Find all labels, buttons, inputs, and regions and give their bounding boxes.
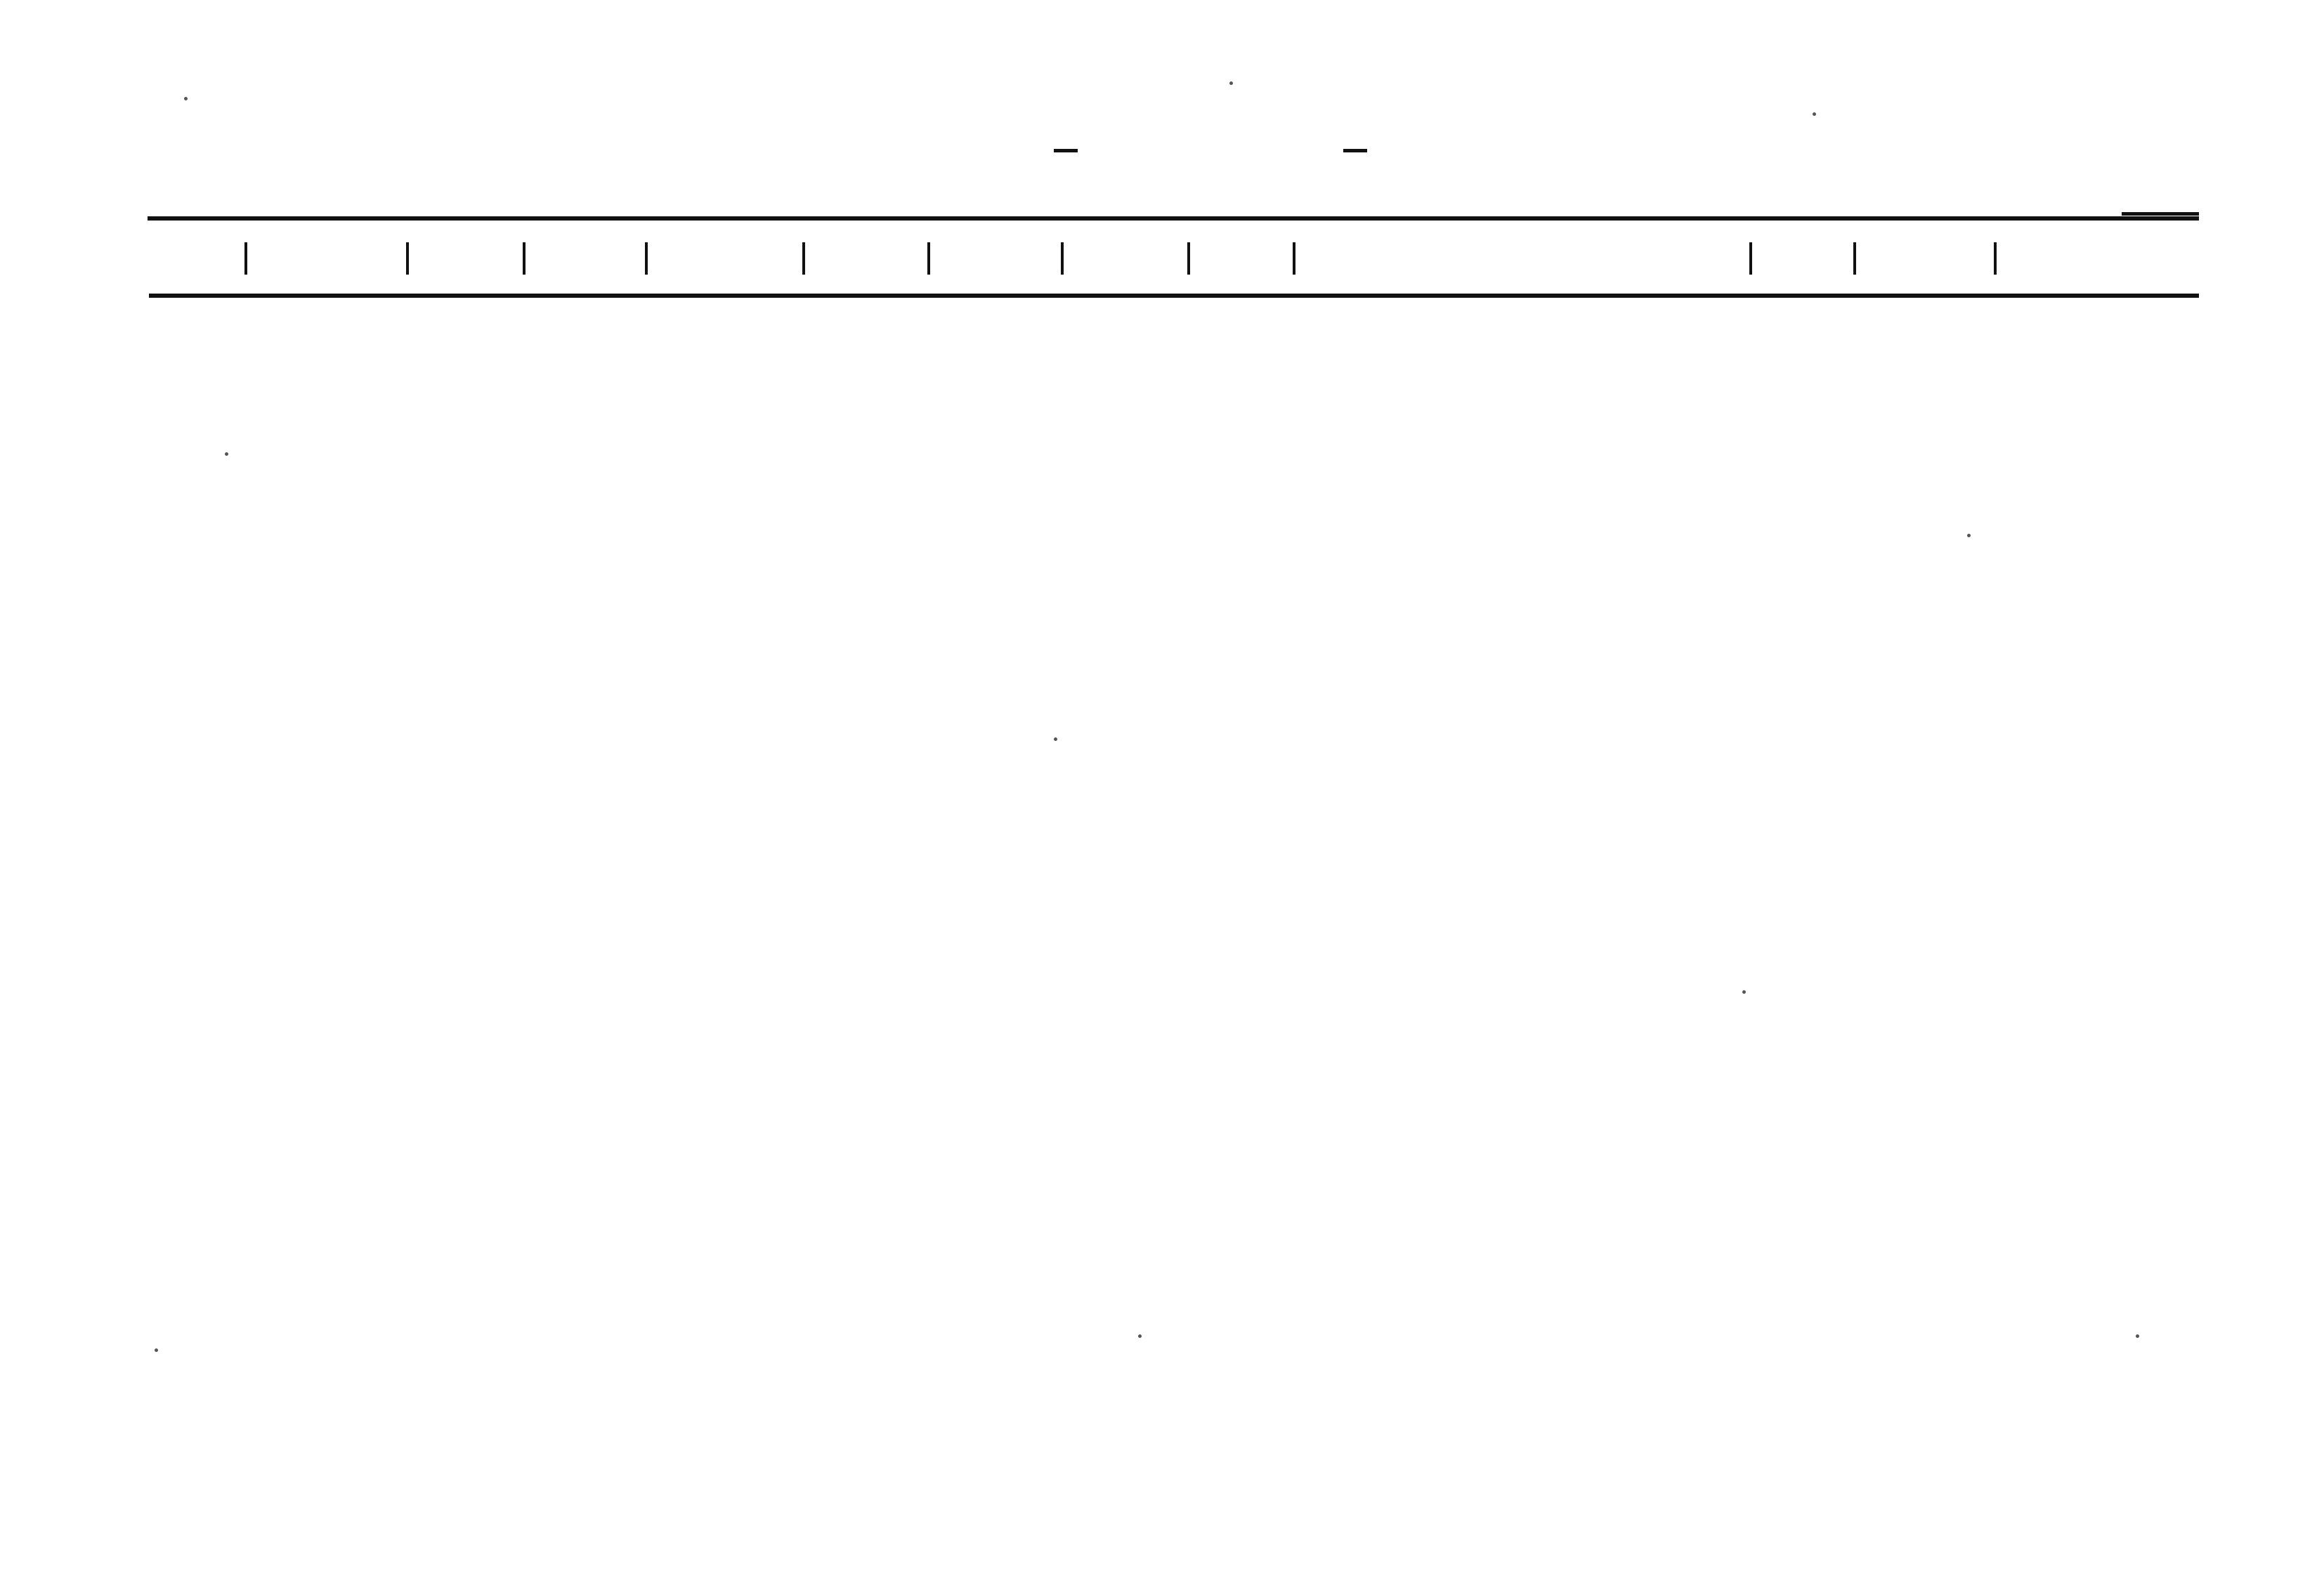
column-separator (802, 242, 805, 275)
scan-speck (1813, 112, 1816, 116)
column-separator (1293, 242, 1295, 275)
table-top-rule-right (2122, 212, 2199, 216)
column-separator (1994, 242, 1997, 275)
column-separator (1061, 242, 1064, 275)
scan-speck (1138, 1334, 1142, 1338)
column-separator (645, 242, 648, 275)
table-top-rule (148, 216, 2199, 221)
scan-speck (225, 452, 228, 456)
scan-speck (184, 97, 188, 100)
column-separator (1749, 242, 1752, 275)
scan-speck (1229, 81, 1233, 85)
column-separator (244, 242, 247, 275)
column-separator (1187, 242, 1190, 275)
header-dash-left (1054, 149, 1078, 152)
scan-speck (1742, 990, 1746, 994)
column-separator (927, 242, 930, 275)
header-bottom-rule (149, 294, 2199, 298)
scan-speck (155, 1348, 158, 1352)
scan-speck (1054, 737, 1057, 741)
column-separator (406, 242, 409, 275)
scan-speck (1967, 534, 1971, 537)
header-dash-right (1343, 149, 1367, 152)
column-separator (1853, 242, 1856, 275)
scan-speck (2136, 1334, 2139, 1338)
column-separator (523, 242, 525, 275)
